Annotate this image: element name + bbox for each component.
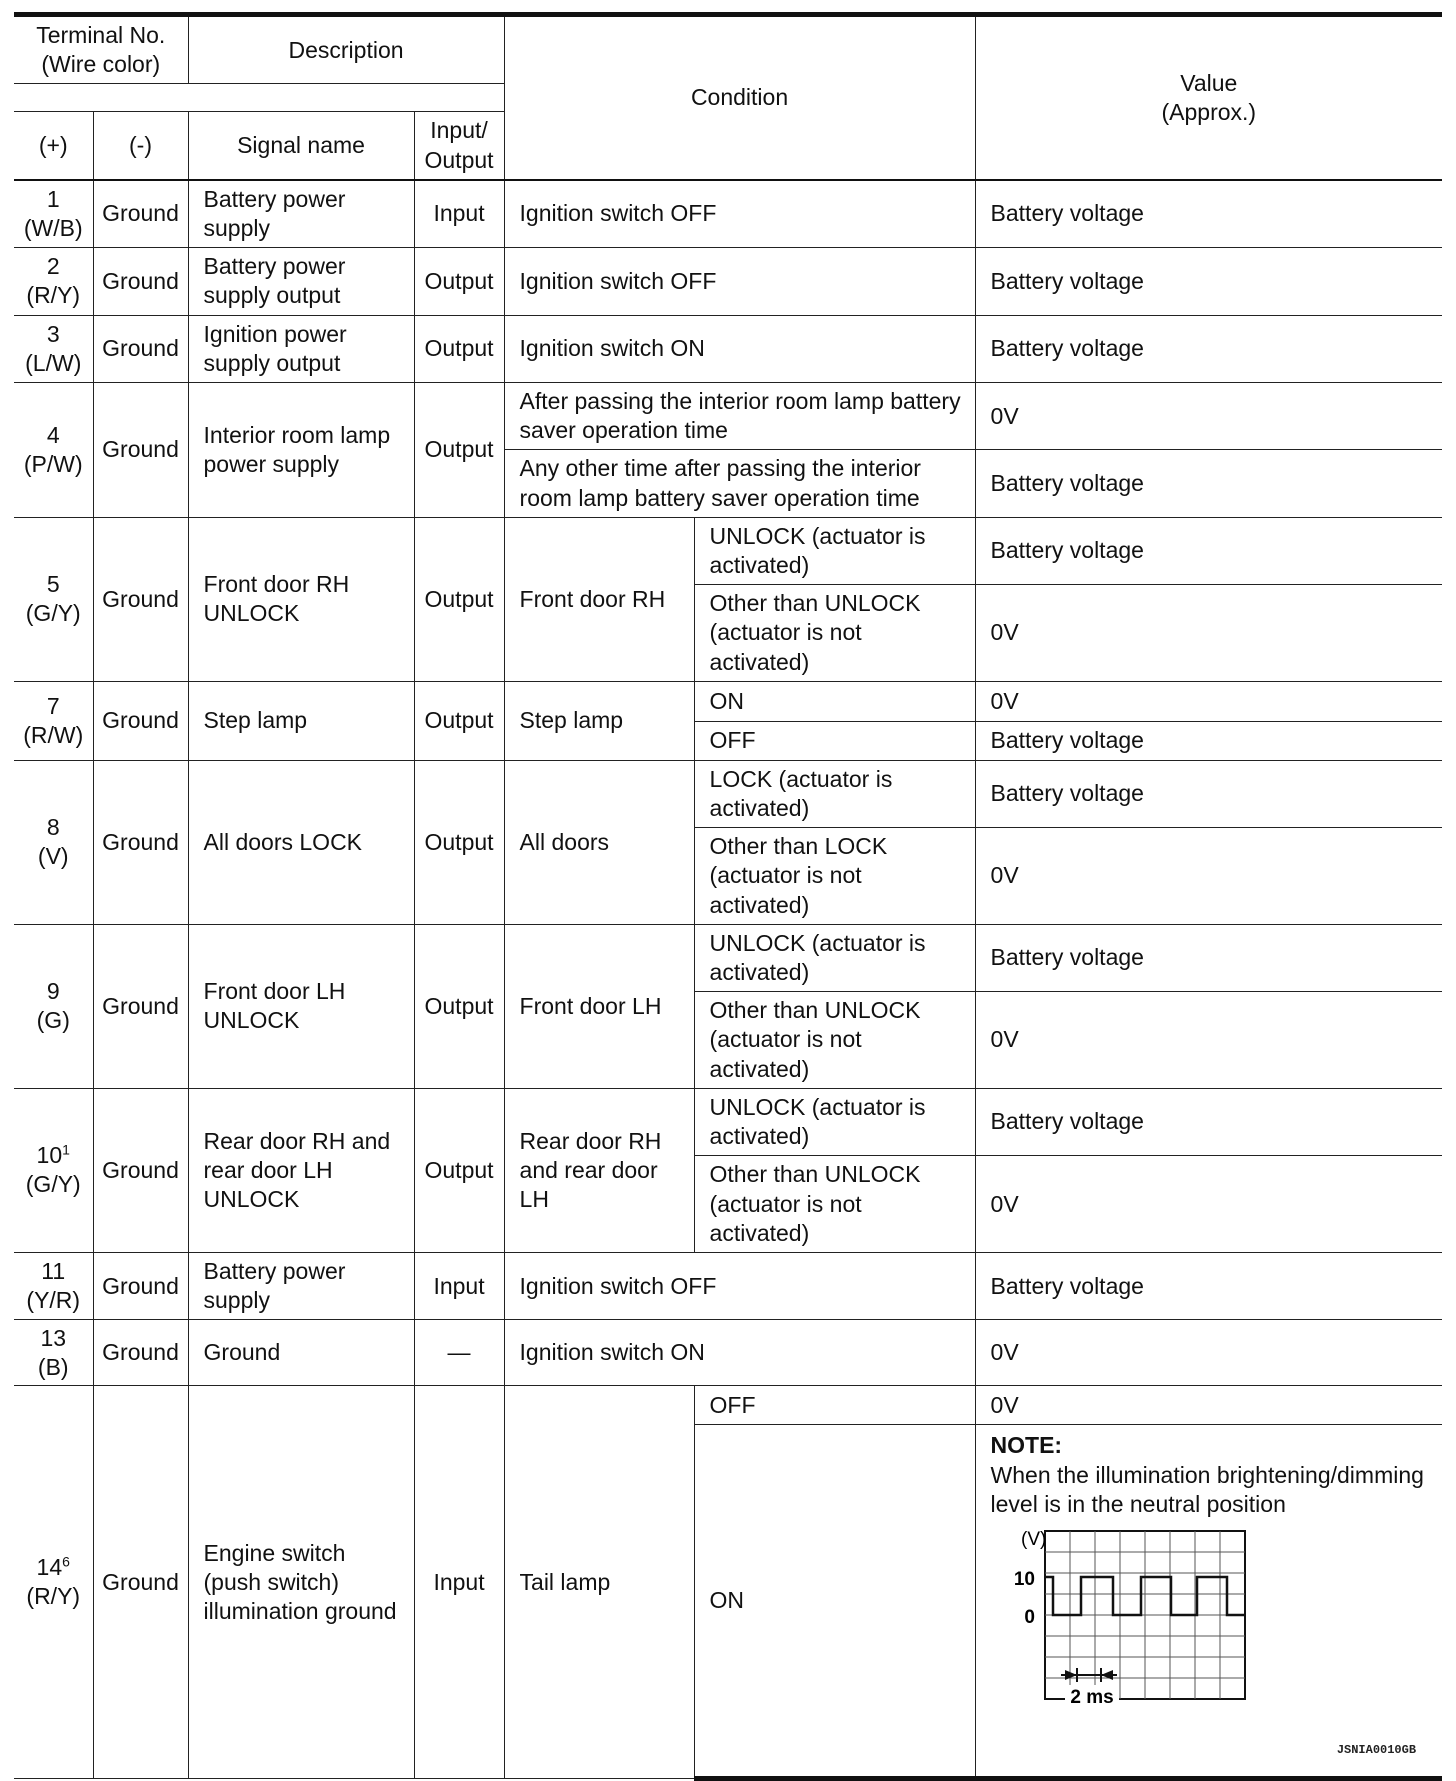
signal-cell: Battery power supply	[188, 180, 414, 248]
value-header: Value (Approx.)	[975, 15, 1442, 180]
terminal-cell: 11 (Y/R)	[14, 1252, 93, 1319]
description-header: Description	[188, 15, 504, 84]
sub-condition-cell: OFF	[694, 721, 975, 760]
value-cell: 0V	[975, 1156, 1442, 1253]
value-cell: 0V	[975, 383, 1442, 450]
terminal-table	[14, 12, 1442, 1781]
io-cell: Output	[414, 315, 504, 382]
signal-cell: Battery power supply	[188, 1252, 414, 1319]
io-cell: Output	[414, 681, 504, 760]
ground-cell: Ground	[93, 1320, 188, 1386]
signal-cell: Rear door RH and rear door LH UNLOCK	[188, 1088, 414, 1252]
sub-condition-cell: Other than UNLOCK (actuator is not activated)	[694, 585, 975, 682]
value-cell: Battery voltage	[975, 450, 1442, 517]
condition-cell: All doors	[504, 760, 694, 924]
terminal-cell: 4 (P/W)	[14, 383, 93, 518]
value-cell: Battery voltage	[975, 1088, 1442, 1155]
y-high-label: 10	[1013, 1568, 1035, 1590]
table-row	[14, 1320, 1442, 1386]
terminal-header: Terminal No. (Wire color)	[14, 15, 188, 84]
figure-code: JSNIA0010GB	[1336, 1742, 1417, 1757]
sub-condition-cell: ON	[694, 1425, 975, 1779]
terminal-cell: 3 (L/W)	[14, 315, 93, 382]
ground-cell: Ground	[93, 1088, 188, 1252]
sub-condition-cell: ON	[694, 681, 975, 721]
terminal-cell: 2 (R/Y)	[14, 248, 93, 315]
table-row	[14, 1386, 1442, 1425]
sub-condition-cell: Other than LOCK (actuator is not activated)	[694, 828, 975, 925]
terminal-cell: 7 (R/W)	[14, 681, 93, 760]
table-row	[14, 760, 1442, 827]
time-scale-label: 2 ms	[1069, 1686, 1114, 1708]
io-header: Input/ Output	[414, 112, 504, 180]
condition-cell: Ignition switch ON	[504, 1320, 975, 1386]
sub-condition-cell: UNLOCK (actuator is activated)	[694, 924, 975, 991]
note-cell	[975, 1425, 1442, 1779]
value-cell: 0V	[975, 1320, 1442, 1386]
ground-cell: Ground	[93, 248, 188, 315]
table-row	[14, 681, 1442, 721]
signal-cell: Battery power supply output	[188, 248, 414, 315]
ground-cell: Ground	[93, 383, 188, 518]
table-row	[14, 1088, 1442, 1155]
terminal-cell: 1 (W/B)	[14, 180, 93, 248]
condition-cell: Any other time after passing the interior room lamp battery saver operation time	[504, 450, 975, 517]
signal-cell: Ground	[188, 1320, 414, 1386]
io-cell: Output	[414, 383, 504, 518]
ground-cell: Ground	[93, 315, 188, 382]
condition-cell: Tail lamp	[504, 1386, 694, 1779]
condition-header: Condition	[504, 15, 975, 180]
value-cell: Battery voltage	[975, 248, 1442, 315]
table-row	[14, 315, 1442, 382]
y-unit-label: (V)	[1020, 1528, 1046, 1550]
io-cell: Input	[414, 1386, 504, 1779]
condition-cell: Rear door RH and rear door LH	[504, 1088, 694, 1252]
ground-cell: Ground	[93, 1386, 188, 1779]
signal-cell: Front door LH UNLOCK	[188, 924, 414, 1088]
condition-cell: Step lamp	[504, 681, 694, 760]
sub-condition-cell: UNLOCK (actuator is activated)	[694, 517, 975, 584]
sub-condition-cell: Other than UNLOCK (actuator is not activated)	[694, 992, 975, 1089]
io-cell: Output	[414, 924, 504, 1088]
terminal-cell: 8 (V)	[14, 760, 93, 924]
io-cell: Output	[414, 760, 504, 924]
plus-header: (+)	[14, 112, 93, 180]
terminal-cell: 9 (G)	[14, 924, 93, 1088]
value-cell: Battery voltage	[975, 924, 1442, 991]
value-cell: Battery voltage	[975, 517, 1442, 584]
io-cell: Output	[414, 248, 504, 315]
ground-cell: Ground	[93, 924, 188, 1088]
value-cell: 0V	[975, 1386, 1442, 1425]
ground-cell: Ground	[93, 760, 188, 924]
table-row	[14, 1252, 1442, 1319]
value-cell: 0V	[975, 681, 1442, 721]
io-cell: Output	[414, 517, 504, 681]
condition-cell: Ignition switch OFF	[504, 180, 975, 248]
signal-cell: Engine switch (push switch) illumination ground	[188, 1386, 414, 1779]
value-cell: Battery voltage	[975, 760, 1442, 827]
condition-cell: Front door RH	[504, 517, 694, 681]
ground-cell: Ground	[93, 180, 188, 248]
table-row	[14, 383, 1442, 450]
value-cell: 0V	[975, 585, 1442, 682]
y-low-label: 0	[1023, 1606, 1035, 1628]
table-row	[14, 517, 1442, 584]
ground-cell: Ground	[93, 681, 188, 760]
condition-cell: Ignition switch OFF	[504, 248, 975, 315]
waveform-graph	[991, 1525, 1321, 1735]
note-text: When the illumination brightening/dimming level is in the neutral position	[990, 1461, 1424, 1517]
terminal-cell: 5 (G/Y)	[14, 517, 93, 681]
io-cell: Output	[414, 1088, 504, 1252]
signal-cell: Step lamp	[188, 681, 414, 760]
signal-name-header: Signal name	[188, 112, 414, 180]
io-cell: Input	[414, 180, 504, 248]
terminal-cell: 13 (B)	[14, 1320, 93, 1386]
table-row	[14, 924, 1442, 991]
signal-cell: Ignition power supply output	[188, 315, 414, 382]
table-row	[14, 180, 1442, 248]
sub-condition-cell: UNLOCK (actuator is activated)	[694, 1088, 975, 1155]
terminal-table-container	[14, 12, 1442, 1781]
condition-cell: After passing the interior room lamp battery saver operation time	[504, 383, 975, 450]
signal-cell: All doors LOCK	[188, 760, 414, 924]
value-cell: 0V	[975, 992, 1442, 1089]
table-row	[14, 248, 1442, 315]
value-cell: Battery voltage	[975, 721, 1442, 760]
sub-condition-cell: Other than UNLOCK (actuator is not activated)	[694, 1156, 975, 1253]
terminal-cell: $14^6$ (R/Y)	[14, 1386, 93, 1779]
minus-header: (-)	[93, 112, 188, 180]
condition-cell: Ignition switch ON	[504, 315, 975, 382]
value-cell: Battery voltage	[975, 180, 1442, 248]
io-cell: —	[414, 1320, 504, 1386]
time-scale-marker	[1061, 1668, 1119, 1708]
condition-cell: Ignition switch OFF	[504, 1252, 975, 1319]
signal-cell: Front door RH UNLOCK	[188, 517, 414, 681]
value-cell: Battery voltage	[975, 315, 1442, 382]
sub-condition-cell: OFF	[694, 1386, 975, 1425]
ground-cell: Ground	[93, 517, 188, 681]
signal-cell: Interior room lamp power supply	[188, 383, 414, 518]
value-cell: Battery voltage	[975, 1252, 1442, 1319]
sub-condition-cell: LOCK (actuator is activated)	[694, 760, 975, 827]
terminal-cell: $10^1$ (G/Y)	[14, 1088, 93, 1252]
value-cell: 0V	[975, 828, 1442, 925]
condition-cell: Front door LH	[504, 924, 694, 1088]
note-title: NOTE:	[990, 1432, 1063, 1459]
io-cell: Input	[414, 1252, 504, 1319]
ground-cell: Ground	[93, 1252, 188, 1319]
